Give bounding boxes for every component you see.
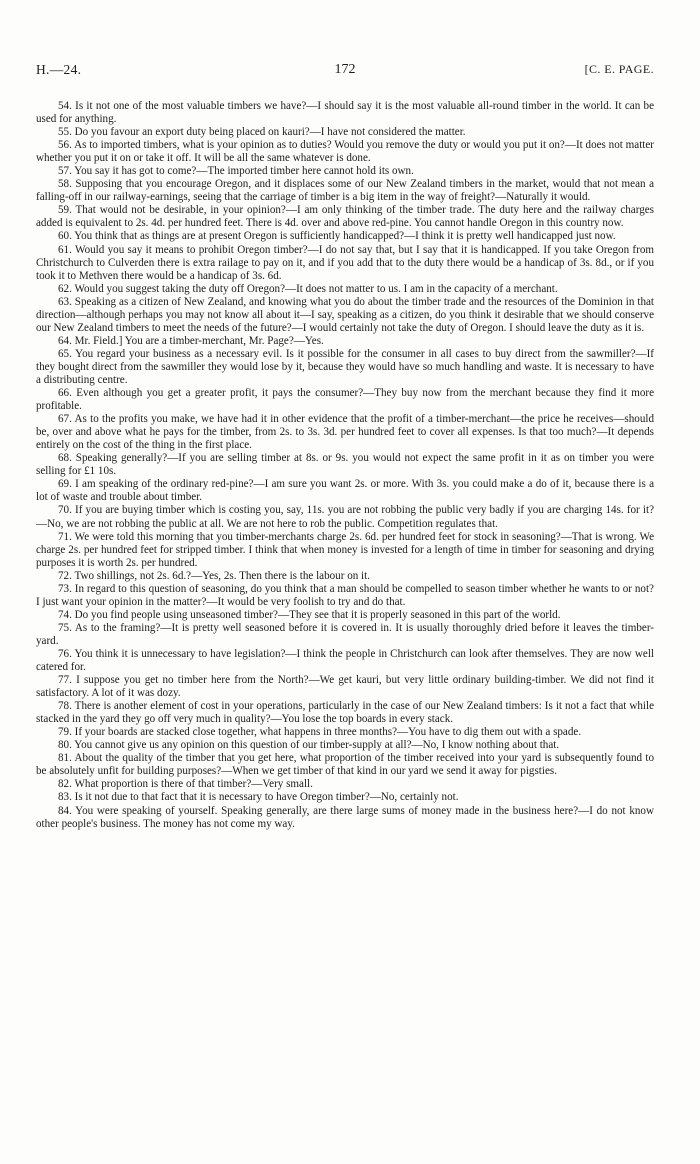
question-answer: 82. What proportion is there of that timber?—Very small.: [58, 778, 313, 791]
page-header: [36, 62, 654, 86]
question-answer: 70. If you are buying timber which is costing you, say, 11s. you are not robbing the public very badly if you are charging 14s. for it?—No, we are not robbing the public at all. We are not here to rob the public. Competition regulates that.: [36, 504, 654, 530]
question-answer: 62. Would you suggest taking the duty off Oregon?—It does not matter to us. I am in the capacity of a merchant.: [58, 282, 558, 295]
question-answer: 66. Even although you get a greater profit, it pays the consumer?—They buy now from the merchant because they find it more profitable.: [36, 387, 654, 413]
question-answer: 80. You cannot give us any opinion on this question of our timber-supply at all?—No, I know nothing about that.: [58, 739, 560, 752]
question-answer: 54. Is it not one of the most valuable timbers we have?—I should say it is the most valuable all-round timber in the world. It can be used for anything.: [36, 100, 654, 126]
question-answer: 79. If your boards are stacked close together, what happens in three months?—You have to dig them out with a spade.: [58, 726, 582, 739]
page-number: 172: [334, 62, 356, 77]
question-answer: 75. As to the framing?—It is pretty well seasoned before it is covered in. It is usually thoroughly dried before it leaves the timber-yard.: [36, 621, 654, 647]
question-answer: 72. Two shillings, not 2s. 6d.?—Yes, 2s. Then there is the labour on it.: [58, 569, 370, 582]
question-answer: 77. I suppose you get no timber here from the North?—We get kauri, but very little ordinary building-timber. We did not find it satisfactory. A lot of it was dozy.: [36, 674, 654, 700]
question-answer: 65. You regard your business as a necessary evil. Is it possible for the consumer in all cases to buy direct from the sawmiller?—If they bought direct from the sawmiller they would lose by it, because they would have so much handling and waste. It is necessary to have a distributing centre.: [36, 347, 654, 386]
question-answer: 69. I am speaking of the ordinary red-pine?—I am sure you want 2s. or more. With 3s. you could make a do of it, because there is a lot of waste and trouble about timber.: [36, 478, 654, 504]
question-answer: 78. There is another element of cost in your operations, particularly in the case of our New Zealand timbers: Is it not a fact that while stacked in the yard they go off very much in quality?—You lose the top boards in every stack.: [36, 700, 654, 726]
question-answer: 56. As to imported timbers, what is your opinion as to duties? Would you remove the duty or would you put it on?—It does not matter whether you put it on or take it off. It will be all the same whatever is done.: [36, 139, 654, 165]
question-answer: 55. Do you favour an export duty being placed on kauri?—I have not considered the matter.: [58, 126, 466, 139]
question-answer: 76. You think it is unnecessary to have legislation?—I think the people in Christchurch can look after themselves. They are now well catered for.: [36, 647, 654, 674]
question-answer: 74. Do you find people using unseasoned timber?—They see that it is properly seasoned in this part of the world.: [58, 608, 561, 621]
paper-number: H.—24.: [36, 62, 82, 77]
question-answer: 60. You think that as things are at present Oregon is sufficiently handicapped?—I think it is pretty well handicapped just now.: [58, 230, 616, 243]
question-answer: 59. That would not be desirable, in your opinion?—I am only thinking of the timber trade. The duty here and the railway charges added is equivalent to 2s. 4d. per hundred feet. There is 4d. over and above red-pine. You cannot handle Oregon in this country now.: [36, 204, 654, 230]
question-answer: 81. About the quality of the timber that you get here, what proportion of the timber received into your yard is subsequently found to be absolutely unfit for building purposes?—When we get timber of that kind in our yard we send it away for pigsties.: [36, 752, 654, 778]
question-answer: 71. We were told this morning that you timber-merchants charge 2s. 6d. per hundred feet for stock in seasoning?—That is wrong. We charge 2s. per hundred feet for stripped timber. I think that when money is invested for a length of time in timber for seasoning and drying purposes it is worth 2s. per hundred.: [36, 530, 654, 569]
question-answer: 63. Speaking as a citizen of New Zealand, and knowing what you do about the timber trade and the resources of the Dominion in that direction—although perhaps you may not know all about it—I say, speaking as a citizen, do you think it desirable that we should conserve our New Zealand timbers to meet the needs of the future?—I would certainly not take the duty of Oregon. I should leave the duty as it is.: [36, 295, 654, 334]
question-answer: 58. Supposing that you encourage Oregon, and it displaces some of our New Zealand timbers in the market, would that not mean a falling-off in our railway-earnings, seeing that the carriage of timber is a big item in the way of freight?—Naturally it would.: [36, 178, 654, 204]
question-answer: 83. Is it not due to that fact that it is necessary to have Oregon timber?—No, certainly not.: [58, 791, 459, 804]
question-answer: 84. You were speaking of yourself. Speaking generally, are there large sums of money made in the business here?—I do not know other people's business. The money has not come my way.: [36, 804, 654, 830]
question-answer: 67. As to the profits you make, we have had it in other evidence that the profit of a timber-merchant—the price he receives—should be, over and above what he pays for the timber, from 2s. to 3s. 3d. per hundred feet to cover all expenses. Is that too much?—It depends entirely on the cost of the thing in the first place.: [36, 413, 654, 452]
question-answer: 68. Speaking generally?—If you are selling timber at 8s. or 9s. you would not expect the same profit in it as on timber you were selling for £1 10s.: [36, 452, 654, 478]
question-answer: 64. Mr. Field.] You are a timber-merchant, Mr. Page?—Yes.: [58, 334, 324, 347]
question-answer: 73. In regard to this question of seasoning, do you think that a man should be compelled to season timber whether he wants to or not? I just want your opinion in the matter?—It would be very foolish to try and do that.: [36, 582, 654, 608]
question-answer: 57. You say it has got to come?—The imported timber here cannot hold its own.: [58, 165, 414, 178]
evidence-text: [36, 100, 654, 831]
witness-name: [C. E. PAGE.: [584, 62, 654, 76]
question-answer: 61. Would you say it means to prohibit Oregon timber?—I do not say that, but I say that it is handicapped. If you take Oregon from Christchurch to Culverden there is extra railage to pay on it, and if you add that to the duty there would be a handicap of 3s. 8d., or if you took it to Methven there would be a handicap of 3s. 6d.: [36, 243, 654, 282]
